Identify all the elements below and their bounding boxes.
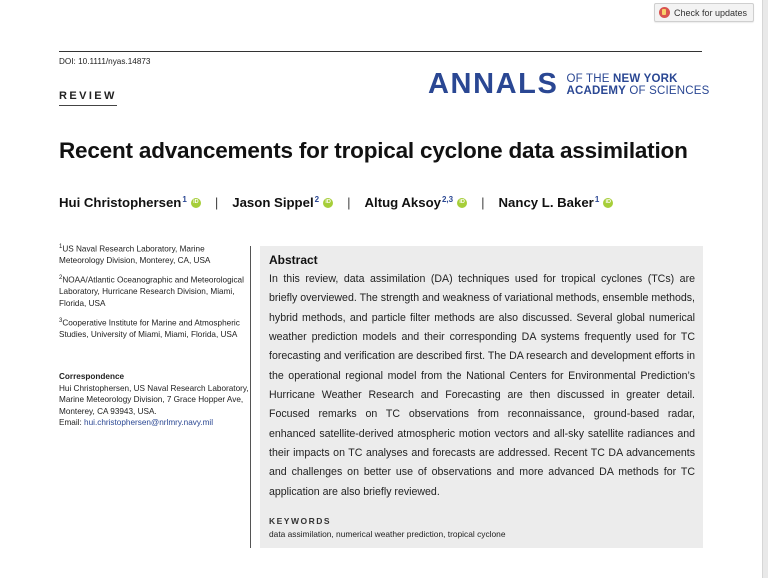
correspondence-email-line [59, 417, 249, 429]
author-name: Jason Sippel [232, 195, 314, 210]
journal-name: ANNALS [428, 68, 559, 100]
author-separator: | [481, 195, 485, 210]
journal-sub-prefix: OF THE [566, 72, 613, 85]
keywords-text: data assimilation, numerical weather prediction, tropical cyclone [269, 529, 506, 539]
author-affiliation-mark[interactable]: 1 [594, 195, 600, 204]
affiliation-number: 2 [59, 275, 63, 281]
journal-sub-bold-2: ACADEMY [566, 84, 626, 97]
correspondence-address: Hui Christophersen, US Naval Research Laboratory, Marine Meteorology Division, 7 Grace Hopper Ave, Monterey, CA 93943, USA. [59, 383, 249, 416]
orcid-icon[interactable] [603, 198, 613, 208]
orcid-icon[interactable] [191, 198, 201, 208]
section-rule [59, 105, 117, 106]
author-separator: | [347, 195, 351, 210]
check-for-updates-label: Check for updates [673, 7, 747, 18]
abstract-heading: Abstract [269, 253, 318, 267]
affiliation [59, 242, 244, 267]
affiliation-text: NOAA/Atlantic Oceanographic and Meteorological Laboratory, Hurricane Research Division, Miami, Florida, USA [59, 275, 244, 308]
author[interactable] [59, 195, 201, 210]
author-name: Nancy L. Baker [498, 195, 594, 210]
author-name: Hui Christophersen [59, 195, 182, 210]
journal-subtitle [566, 73, 709, 97]
correspondence [59, 371, 249, 429]
abstract-box [260, 246, 703, 548]
email-label: Email: [59, 418, 85, 427]
author-affiliation-mark[interactable]: 2,3 [441, 195, 454, 204]
affiliation-text: Cooperative Institute for Marine and Atmospheric Studies, University of Miami, Miami, Florida, USA [59, 318, 240, 340]
check-for-updates-button[interactable] [654, 3, 754, 22]
journal-sub-rest: OF SCIENCES [625, 84, 710, 97]
abstract-text: In this review, data assimilation (DA) techniques used for tropical cyclones (TCs) are briefly overviewed. The strength and weakness of variational methods, ensemble methods, hybrid methods, and particle filter methods are also discussed. Several global numerical weather prediction models and their corresponding DA systems frequently used for TC forecasting and verification are described first. The DA research and development efforts in the operational regional model from the National Centers for Environmental Prediction’s Hurricane Weather Research and Forecasting are then discussed in greater detail. Focused remarks on TC observations from reconnaissance, ground-based radar, enhanced satellite-derived atmospheric motion vectors and all-sky satellite radiances and their impacts on TC analyses and forecasts are addressed. Recent TC DA advancements and challenges on better use of observations and more advanced DA methods for TC application are also briefly reviewed. [269, 273, 695, 498]
author[interactable] [365, 195, 468, 210]
orcid-icon[interactable] [457, 198, 467, 208]
article-title: Recent advancements for tropical cyclone data assimilation [59, 138, 688, 163]
affiliation-text: US Naval Research Laboratory, Marine Meteorology Division, Monterey, CA, USA [59, 244, 211, 266]
section-label: REVIEW [59, 90, 117, 102]
column-divider [250, 246, 251, 548]
author-separator: | [214, 195, 219, 210]
author-affiliation-mark[interactable]: 1 [182, 195, 187, 204]
author-list [59, 195, 613, 210]
keywords-heading: KEYWORDS [269, 516, 332, 526]
header-rule [59, 51, 702, 52]
author-affiliation-mark[interactable]: 2 [314, 195, 320, 204]
doi: DOI: 10.1111/nyas.14873 [59, 57, 151, 66]
journal-logo [428, 70, 710, 99]
author-name: Altug Aksoy [364, 195, 441, 210]
crossmark-icon [659, 7, 670, 18]
author[interactable] [499, 195, 614, 210]
orcid-icon[interactable] [323, 198, 333, 208]
author[interactable] [232, 195, 333, 210]
affiliation-number: 3 [59, 318, 63, 324]
affiliation [59, 273, 244, 309]
affiliation [59, 316, 244, 341]
journal-sub-bold-1: NEW YORK [613, 72, 678, 85]
affiliation-number: 1 [59, 244, 63, 250]
correspondence-heading: Correspondence [59, 372, 125, 381]
correspondence-email-link[interactable]: hui.christophersen@nrlmry.navy.mil [84, 418, 214, 427]
